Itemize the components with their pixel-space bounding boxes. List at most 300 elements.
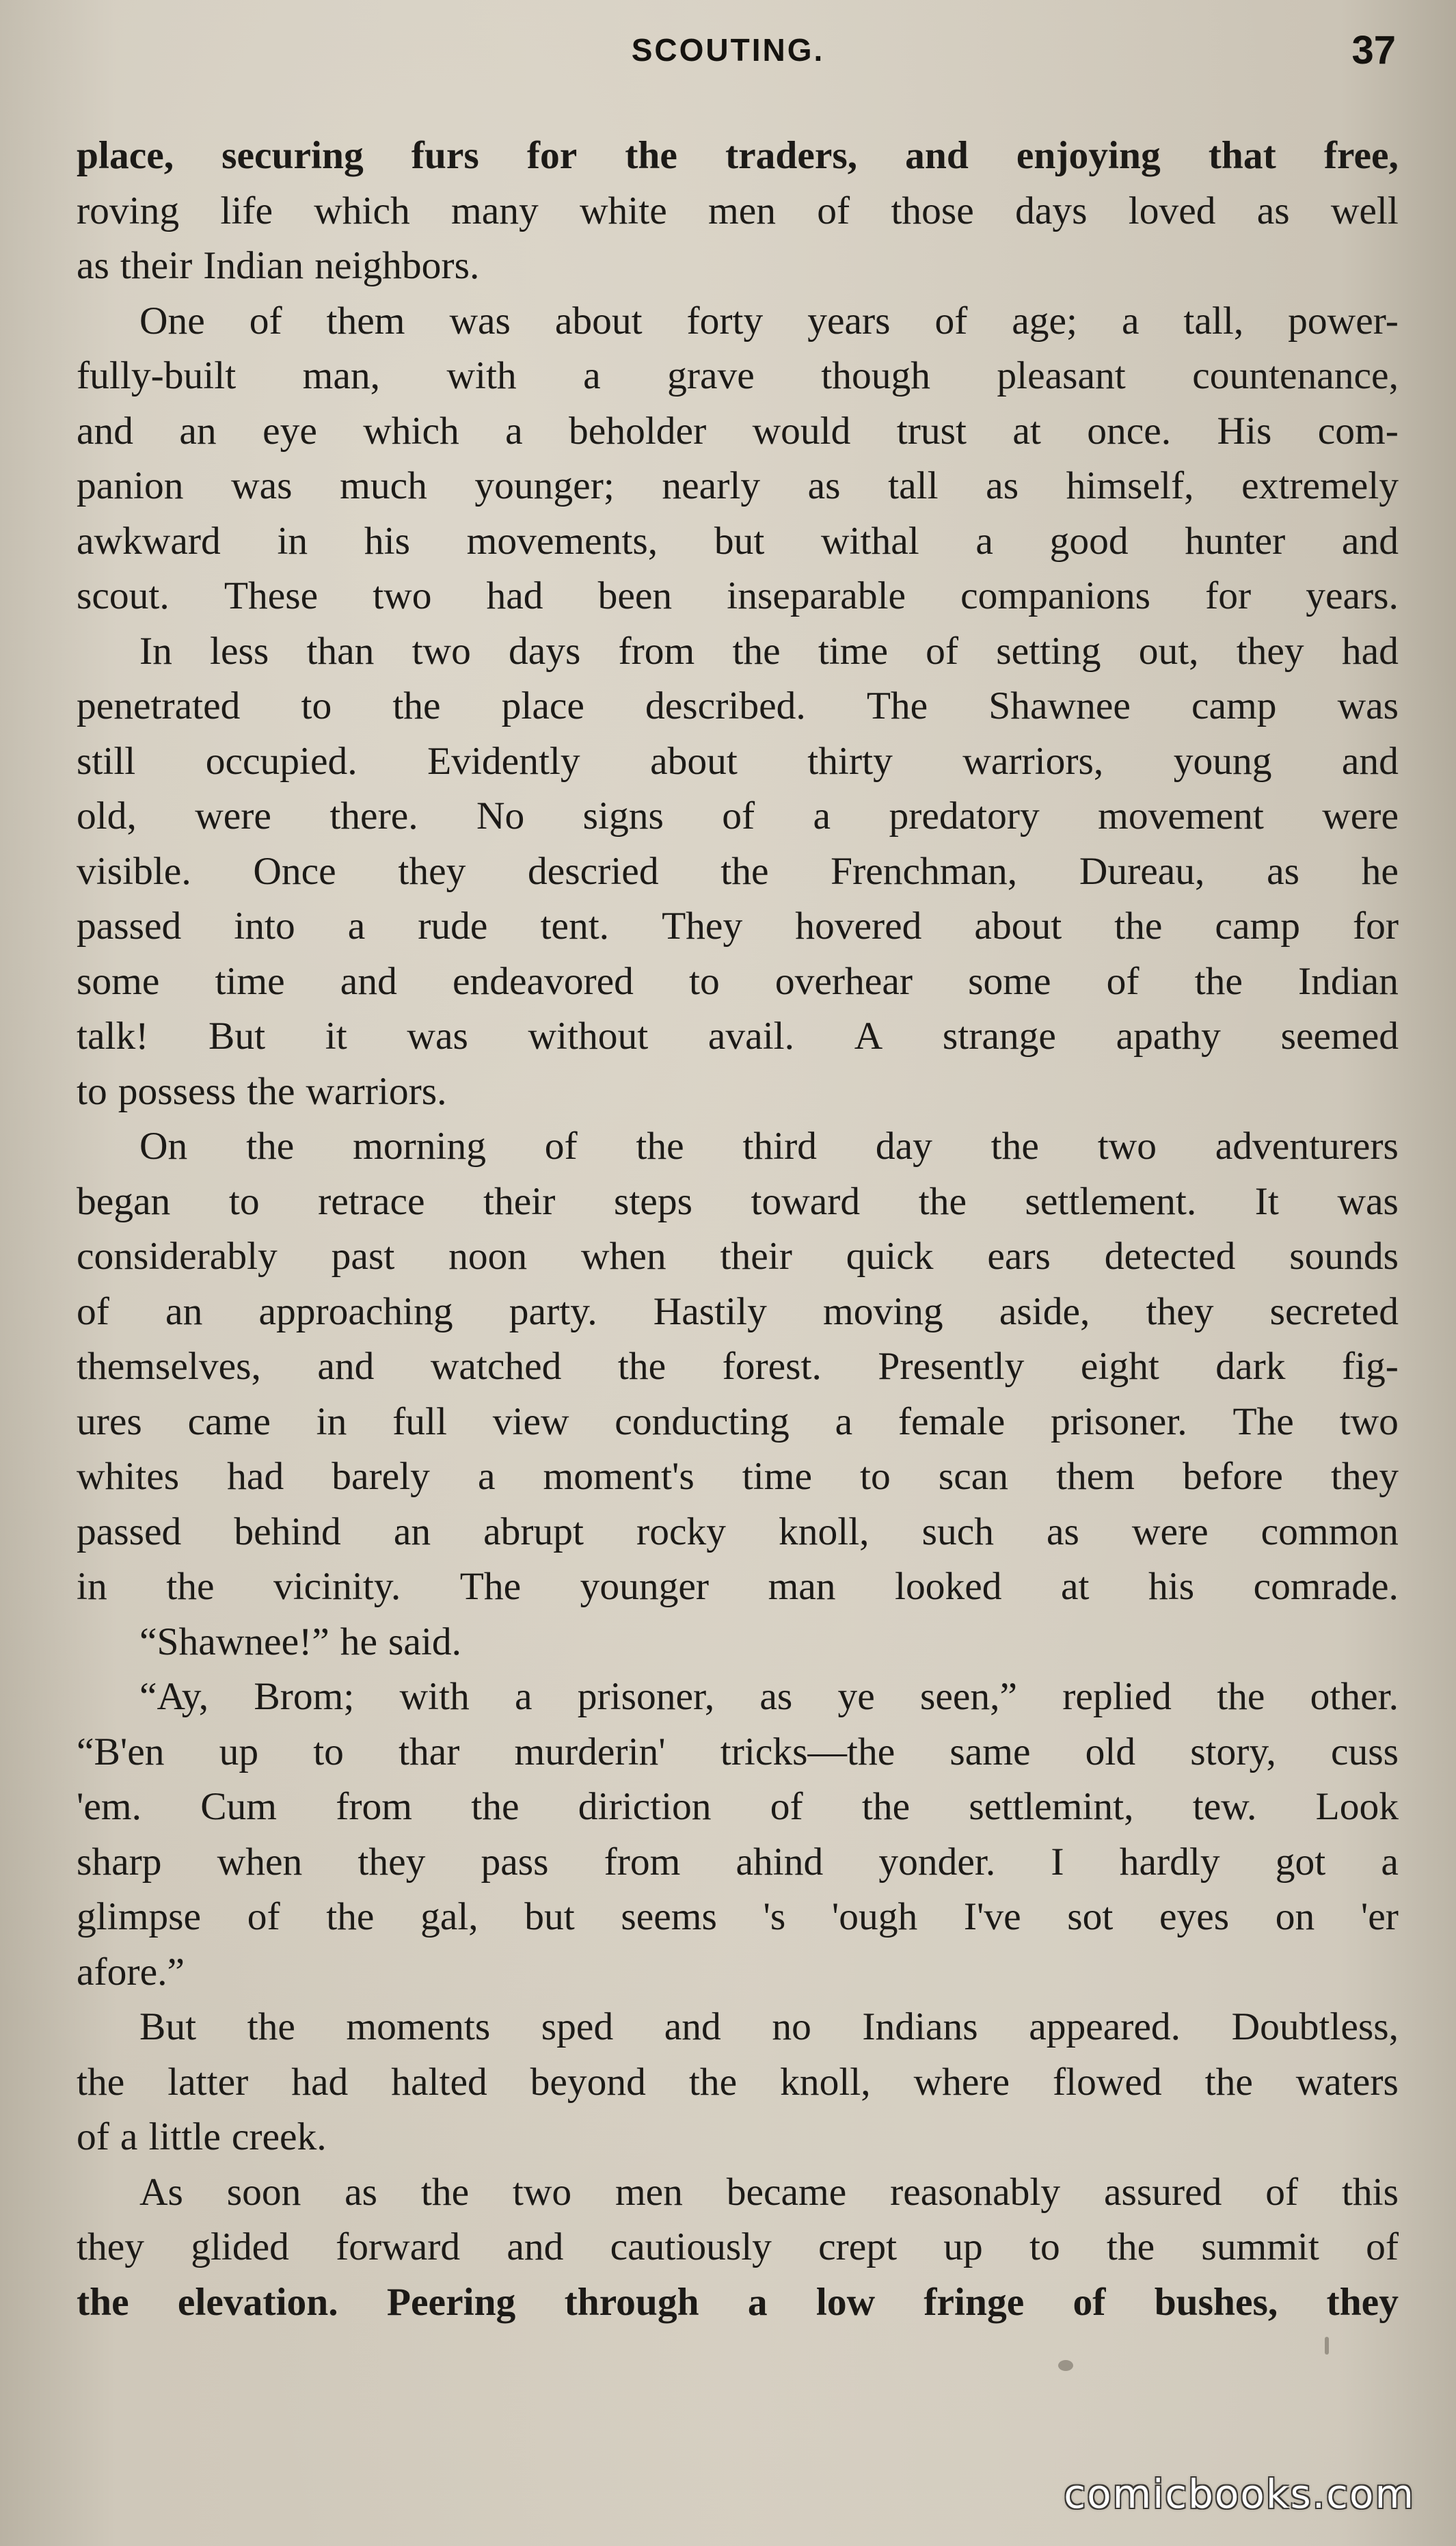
word: sped <box>541 2005 614 2048</box>
word: to <box>313 1730 344 1773</box>
word: where <box>913 2060 1010 2104</box>
word: reasonably <box>890 2170 1061 2214</box>
word: good <box>1049 519 1129 563</box>
word: and <box>1341 739 1399 783</box>
word: some <box>968 959 1051 1003</box>
word: It <box>1254 1179 1279 1223</box>
word: free, <box>1323 134 1399 177</box>
word: they <box>398 849 466 893</box>
text-line <box>77 1890 1399 1945</box>
word: other. <box>1310 1675 1399 1718</box>
word: whites <box>77 1455 180 1498</box>
word: the <box>77 2060 125 2104</box>
word: in <box>316 1399 347 1443</box>
page-number: 37 <box>1351 28 1396 72</box>
text-line <box>77 679 1399 734</box>
word: furs <box>411 134 479 177</box>
word: little <box>148 2115 221 2158</box>
ink-speck <box>1325 2337 1329 2355</box>
word: view <box>492 1399 569 1443</box>
body-text <box>77 129 1399 2330</box>
word: of <box>770 1785 803 1828</box>
word: behind <box>234 1510 341 1553</box>
word: men <box>615 2170 683 2214</box>
word: passed <box>77 904 182 948</box>
word: the <box>166 1565 215 1608</box>
word: place, <box>77 134 174 177</box>
word: about <box>650 739 738 783</box>
word: abrupt <box>483 1510 584 1553</box>
word: conducting <box>615 1399 790 1443</box>
word: securing <box>221 134 364 177</box>
word: knoll, <box>780 2060 871 2104</box>
word: up <box>943 2225 983 2268</box>
word: sot <box>1067 1895 1114 1938</box>
word: of <box>1106 959 1140 1003</box>
word: power- <box>1288 299 1399 343</box>
word: They <box>662 904 743 948</box>
word: when <box>581 1235 666 1278</box>
word: 'ough <box>831 1895 918 1938</box>
word: Indians <box>862 2005 978 2048</box>
word: himself, <box>1066 464 1194 507</box>
word: two <box>512 2170 572 2214</box>
text-line <box>77 184 1399 239</box>
word: began <box>77 1179 171 1223</box>
word: to <box>77 1069 107 1113</box>
word: rocky <box>636 1510 726 1553</box>
word: an <box>393 1510 431 1553</box>
word: enjoying <box>1016 134 1161 177</box>
word: the <box>636 1125 684 1168</box>
word: the <box>247 2005 295 2048</box>
word: in <box>277 519 308 563</box>
word: when <box>217 1840 303 1884</box>
word: 'er <box>1360 1895 1399 1938</box>
word: the <box>990 1125 1039 1168</box>
word: man <box>768 1565 836 1608</box>
word: the <box>326 1895 375 1938</box>
word: On <box>139 1125 188 1168</box>
word: Dureau, <box>1079 849 1205 893</box>
word: of <box>817 189 850 232</box>
word: companions <box>960 574 1151 617</box>
word: as <box>1256 189 1290 232</box>
word: the <box>420 2170 470 2214</box>
word: No <box>476 794 525 838</box>
word: passed <box>77 1510 182 1553</box>
word: cuss <box>1330 1730 1399 1773</box>
word: and <box>507 2225 564 2268</box>
word: pleasant <box>997 354 1126 397</box>
word: soon <box>226 2170 301 2214</box>
word: as <box>986 464 1019 507</box>
word: been <box>597 574 673 617</box>
word: warriors. <box>306 1069 447 1113</box>
word: pass <box>481 1840 549 1884</box>
word: visible. <box>77 849 191 893</box>
word: they <box>1326 2280 1399 2324</box>
word: replied <box>1062 1675 1172 1718</box>
word: hunter <box>1185 519 1286 563</box>
word: were <box>1322 794 1399 838</box>
word: ures <box>77 1399 142 1443</box>
word: “B'en <box>77 1730 165 1773</box>
word: toward <box>751 1179 861 1223</box>
word: forward <box>336 2225 461 2268</box>
word: to <box>860 1455 891 1498</box>
word: years <box>807 299 891 343</box>
word: comrade. <box>1253 1565 1399 1608</box>
word: I <box>1051 1840 1064 1884</box>
word: had <box>227 1455 284 1498</box>
word: the <box>720 849 769 893</box>
word: had <box>1341 629 1399 673</box>
word: Hastily <box>653 1289 767 1333</box>
word: a <box>514 1675 532 1718</box>
word: latter <box>167 2060 249 2104</box>
word: prisoner, <box>577 1675 715 1718</box>
word: the <box>1204 2060 1253 2104</box>
word: vicinity. <box>273 1565 401 1608</box>
word: tew. <box>1192 1785 1257 1828</box>
word: movement <box>1098 794 1264 838</box>
text-line <box>77 1559 1399 1615</box>
word: The <box>1232 1399 1294 1443</box>
word: but <box>714 519 765 563</box>
running-head: SCOUTING. <box>631 32 825 68</box>
page-header <box>0 28 1456 86</box>
word: came <box>187 1399 271 1443</box>
word: Shawnee <box>988 684 1131 727</box>
word: they <box>358 1840 426 1884</box>
word: their <box>483 1179 556 1223</box>
word: about <box>974 904 1062 948</box>
word: knoll, <box>778 1510 869 1553</box>
word: withal <box>821 519 919 563</box>
word: some <box>77 959 160 1003</box>
word: barely <box>332 1455 430 1498</box>
word: cautiously <box>610 2225 772 2268</box>
word: yonder. <box>878 1840 996 1884</box>
word: which <box>314 189 410 232</box>
word: as <box>807 464 841 507</box>
word: a <box>505 409 523 453</box>
word: of <box>249 299 282 343</box>
word: place <box>501 684 584 727</box>
word: considerably <box>77 1235 278 1278</box>
word: scout. <box>77 574 170 617</box>
word: into <box>234 904 295 948</box>
word: Presently <box>878 1345 1025 1388</box>
word: The <box>459 1565 522 1608</box>
word: possess <box>118 1069 237 1113</box>
word: warriors, <box>962 739 1104 783</box>
text-line <box>77 734 1399 790</box>
word: the <box>247 1069 295 1113</box>
word: past <box>331 1235 395 1278</box>
word: seemed <box>1280 1015 1399 1058</box>
word: they <box>1236 629 1304 673</box>
word: time <box>818 629 889 673</box>
word: a <box>1121 299 1140 343</box>
word: themselves, <box>77 1345 261 1388</box>
word: com- <box>1317 409 1399 453</box>
text-line <box>77 404 1399 459</box>
word: beyond <box>530 2060 646 2104</box>
word: camp <box>1215 904 1300 948</box>
word: a <box>477 1455 496 1498</box>
word: before <box>1183 1455 1283 1498</box>
word: Indian <box>1297 959 1399 1003</box>
word: female <box>898 1399 1006 1443</box>
word: tall <box>888 464 939 507</box>
word: as <box>759 1675 793 1718</box>
word: at <box>1012 409 1041 453</box>
word: Doubtless, <box>1231 2005 1399 2048</box>
word: days <box>1015 189 1088 232</box>
word: two <box>373 574 432 617</box>
word: as <box>345 2170 378 2214</box>
word: sounds <box>1289 1235 1399 1278</box>
word: appeared. <box>1029 2005 1181 2048</box>
text-line <box>77 294 1399 349</box>
word: prisoner. <box>1051 1399 1187 1443</box>
word: seen,” <box>920 1675 1018 1718</box>
word: men <box>708 189 777 232</box>
text-line <box>77 844 1399 900</box>
word: the <box>688 2060 738 2104</box>
word: gal, <box>420 1895 478 1938</box>
watermark: comicbooks.com <box>1064 2471 1415 2517</box>
word: a <box>347 904 366 948</box>
word: eight <box>1080 1345 1159 1388</box>
word: loved <box>1128 189 1216 232</box>
word: were <box>1131 1510 1209 1553</box>
word: which <box>363 409 459 453</box>
word: One <box>139 299 205 343</box>
word: than <box>306 629 375 673</box>
word: got <box>1275 1840 1326 1884</box>
word: grave <box>667 354 755 397</box>
word: Brom; <box>254 1675 355 1718</box>
word: younger; <box>474 464 615 507</box>
word: them <box>326 299 405 343</box>
word: movements, <box>466 519 658 563</box>
word: secreted <box>1269 1289 1399 1333</box>
word: halted <box>391 2060 487 2104</box>
word: sharp <box>77 1840 162 1884</box>
word: creek. <box>231 2115 327 2158</box>
text-line <box>77 1670 1399 1725</box>
word: settlement. <box>1025 1179 1197 1223</box>
word: the <box>392 684 441 727</box>
word: party. <box>509 1289 597 1333</box>
text-line <box>77 239 1399 294</box>
word: In <box>139 629 172 673</box>
word: white <box>580 189 667 232</box>
word: at <box>1061 1565 1090 1608</box>
word: through <box>564 2280 699 2324</box>
word: adventurers <box>1215 1125 1399 1168</box>
word: an <box>179 409 217 453</box>
word: overhear <box>774 959 913 1003</box>
word: the <box>861 1785 911 1828</box>
word: looked <box>895 1565 1002 1608</box>
word: but <box>524 1895 575 1938</box>
text-line <box>77 2000 1399 2055</box>
text-line <box>77 1780 1399 1835</box>
word: waters <box>1295 2060 1399 2104</box>
word: as <box>1047 1510 1079 1553</box>
word: to <box>1029 2225 1060 2268</box>
word: fig- <box>1341 1345 1399 1388</box>
word: described. <box>645 684 806 727</box>
word: talk! <box>77 1015 149 1058</box>
word: roving <box>77 189 180 232</box>
word: he <box>340 1620 378 1663</box>
text-line <box>77 954 1399 1010</box>
word: of <box>926 629 959 673</box>
word: Indian <box>203 244 304 287</box>
word: hardly <box>1119 1840 1220 1884</box>
word: such <box>921 1510 994 1553</box>
word: it <box>325 1015 347 1058</box>
text-line <box>77 129 1399 184</box>
word: was <box>407 1015 468 1058</box>
word: as <box>77 244 109 287</box>
word: rude <box>418 904 488 948</box>
word: avail. <box>707 1015 795 1058</box>
word: nearly <box>662 464 761 507</box>
word: well <box>1330 189 1399 232</box>
word: descried <box>528 849 659 893</box>
word: years. <box>1306 574 1399 617</box>
word: about <box>554 299 643 343</box>
word: of <box>247 1895 280 1938</box>
word: younger <box>580 1565 710 1608</box>
word: of <box>77 2115 109 2158</box>
word: a <box>583 354 601 397</box>
word: predatory <box>889 794 1040 838</box>
word: out, <box>1138 629 1199 673</box>
word: thirty <box>807 739 893 783</box>
word: the <box>625 134 677 177</box>
word: for <box>526 134 578 177</box>
word: of <box>1073 2280 1106 2324</box>
word: the <box>77 2280 129 2324</box>
text-line <box>77 1725 1399 1780</box>
text-line <box>77 1505 1399 1560</box>
word: common <box>1260 1510 1399 1553</box>
text-line <box>77 1945 1399 2000</box>
word: the <box>732 629 781 673</box>
word: age; <box>1012 299 1078 343</box>
word: 's <box>763 1895 786 1938</box>
word: scan <box>938 1455 1008 1498</box>
word: as <box>1267 849 1299 893</box>
word: forty <box>686 299 764 343</box>
word: strange <box>942 1015 1056 1058</box>
word: But <box>139 2005 197 2048</box>
word: in <box>77 1565 107 1608</box>
word: with <box>446 354 517 397</box>
word: neighbors. <box>314 244 480 287</box>
word: were <box>195 794 271 838</box>
word: was <box>1337 684 1399 727</box>
word: afore.” <box>77 1950 185 1994</box>
word: setting <box>996 629 1101 673</box>
text-line <box>77 1339 1399 1395</box>
word: was <box>231 464 293 507</box>
word: a <box>813 794 831 838</box>
word: of <box>544 1125 578 1168</box>
word: His <box>1217 409 1272 453</box>
text-line <box>77 1449 1399 1505</box>
word: was <box>1337 1179 1399 1223</box>
word: a <box>747 2280 768 2324</box>
text-line <box>77 1175 1399 1230</box>
word: two <box>412 629 471 673</box>
word: fully-built <box>77 354 237 397</box>
word: old <box>1085 1730 1136 1773</box>
text-line <box>77 1119 1399 1175</box>
word: he <box>1361 849 1399 893</box>
word: this <box>1341 2170 1399 2214</box>
word: to <box>689 959 720 1003</box>
word: signs <box>582 794 664 838</box>
word: 'em. <box>77 1785 141 1828</box>
word: that <box>1208 134 1276 177</box>
word: The <box>866 684 928 727</box>
word: moment's <box>543 1455 695 1498</box>
word: glimpse <box>77 1895 202 1938</box>
word: became <box>726 2170 847 2214</box>
word: I've <box>963 1895 1021 1938</box>
word: of <box>934 299 968 343</box>
word: the <box>246 1125 295 1168</box>
word: apathy <box>1116 1015 1221 1058</box>
text-line <box>77 569 1399 624</box>
word: from <box>604 1840 681 1884</box>
word: Evidently <box>427 739 580 783</box>
word: young <box>1173 739 1272 783</box>
text-line <box>77 1615 1399 1670</box>
word: the <box>617 1345 666 1388</box>
word: and <box>340 959 397 1003</box>
word: no <box>772 2005 811 2048</box>
word: thar <box>399 1730 460 1773</box>
word: a <box>120 2115 138 2158</box>
word: two <box>1097 1125 1157 1168</box>
word: to <box>301 684 332 727</box>
text-line <box>77 1064 1399 1120</box>
word: without <box>528 1015 649 1058</box>
word: steps <box>613 1179 692 1223</box>
word: retrace <box>318 1179 425 1223</box>
text-line <box>77 2220 1399 2275</box>
word: ahind <box>736 1840 824 1884</box>
word: panion <box>77 464 184 507</box>
word: ears <box>987 1235 1051 1278</box>
word: of <box>1265 2170 1299 2214</box>
word: time <box>742 1455 812 1498</box>
word: much <box>340 464 427 507</box>
word: low <box>815 2280 876 2324</box>
text-line <box>77 1395 1399 1450</box>
word: them <box>1056 1455 1135 1498</box>
word: endeavored <box>452 959 634 1003</box>
